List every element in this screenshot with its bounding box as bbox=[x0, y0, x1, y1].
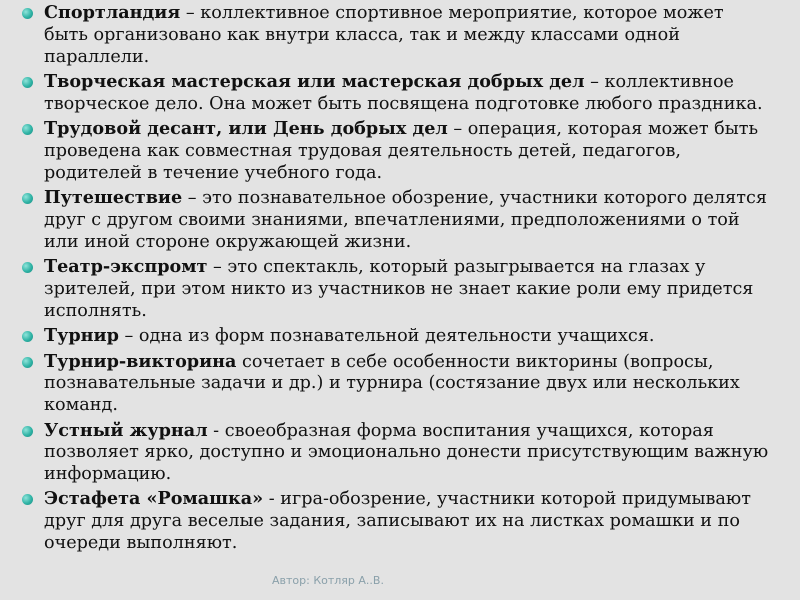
item-text: – одна из форм познавательной деятельности учащихся. bbox=[118, 326, 655, 347]
list-item bbox=[44, 256, 770, 322]
bullet-icon bbox=[22, 262, 33, 273]
bullet-icon bbox=[22, 426, 33, 437]
item-term: Театр-экспромт bbox=[44, 256, 208, 278]
item-text: – это познавательное обозрение, участники которого делятся друг с другом своими знаниями, впечатлениями, предположениями о той или иной стороне окружающей жизни. bbox=[44, 188, 767, 252]
item-term: Турнир-викторина bbox=[44, 350, 237, 372]
bullet-icon bbox=[22, 494, 33, 505]
item-term: Творческая мастерская или мастерская добрых дел bbox=[44, 70, 585, 92]
list-item bbox=[44, 2, 770, 68]
item-text: – коллективное спортивное мероприятие, которое может быть организовано как внутри класса, так и между классами одной параллели. bbox=[44, 3, 724, 67]
list-item bbox=[44, 351, 770, 417]
list-item bbox=[44, 420, 770, 486]
bullet-icon bbox=[22, 124, 33, 135]
item-term: Трудовой десант, или День добрых дел bbox=[44, 118, 448, 140]
item-term: Путешествие bbox=[44, 187, 183, 209]
item-text: – коллективное творческое дело. Она может быть посвящена подготовке любого праздника. bbox=[44, 71, 763, 114]
bullet-icon bbox=[22, 331, 33, 342]
bullet-icon bbox=[22, 77, 33, 88]
bullet-icon bbox=[22, 193, 33, 204]
item-term: Турнир bbox=[44, 325, 119, 347]
item-term: Устный журнал bbox=[44, 419, 208, 441]
item-text: – операция, которая может быть проведена как совместная трудовая деятельность детей, педагогов, родителей в течение учебного года. bbox=[44, 119, 759, 183]
list-item bbox=[44, 187, 770, 253]
author-footer: Автор: Котляр А..В. bbox=[272, 574, 384, 587]
item-text: - своеобразная форма воспитания учащихся, которая позволяет ярко, доступно и эмоционально донести присутствующим важную информацию. bbox=[44, 420, 769, 485]
item-term: Спортландия bbox=[44, 2, 181, 23]
definition-list bbox=[44, 2, 770, 555]
item-text: – это спектакль, который разыгрывается на глазах у зрителей, при этом никто из участников не знает какие роли ему придется исполнять. bbox=[44, 257, 754, 321]
list-item bbox=[44, 71, 770, 116]
item-text: сочетает в себе особенности викторины (вопросы, познавательные задачи и др.) и турнира (состязание двух или нескольких команд. bbox=[44, 351, 740, 416]
bullet-icon bbox=[22, 357, 33, 368]
list-item bbox=[44, 118, 770, 184]
list-item bbox=[44, 488, 770, 554]
list-item bbox=[44, 325, 770, 348]
item-term: Эстафета «Ромашка» bbox=[44, 488, 264, 510]
item-text: - игра-обозрение, участники которой придумывают друг для друга веселые задания, записывают их на листках ромашки и по очереди выполняют. bbox=[44, 489, 751, 554]
bullet-icon bbox=[22, 8, 33, 19]
